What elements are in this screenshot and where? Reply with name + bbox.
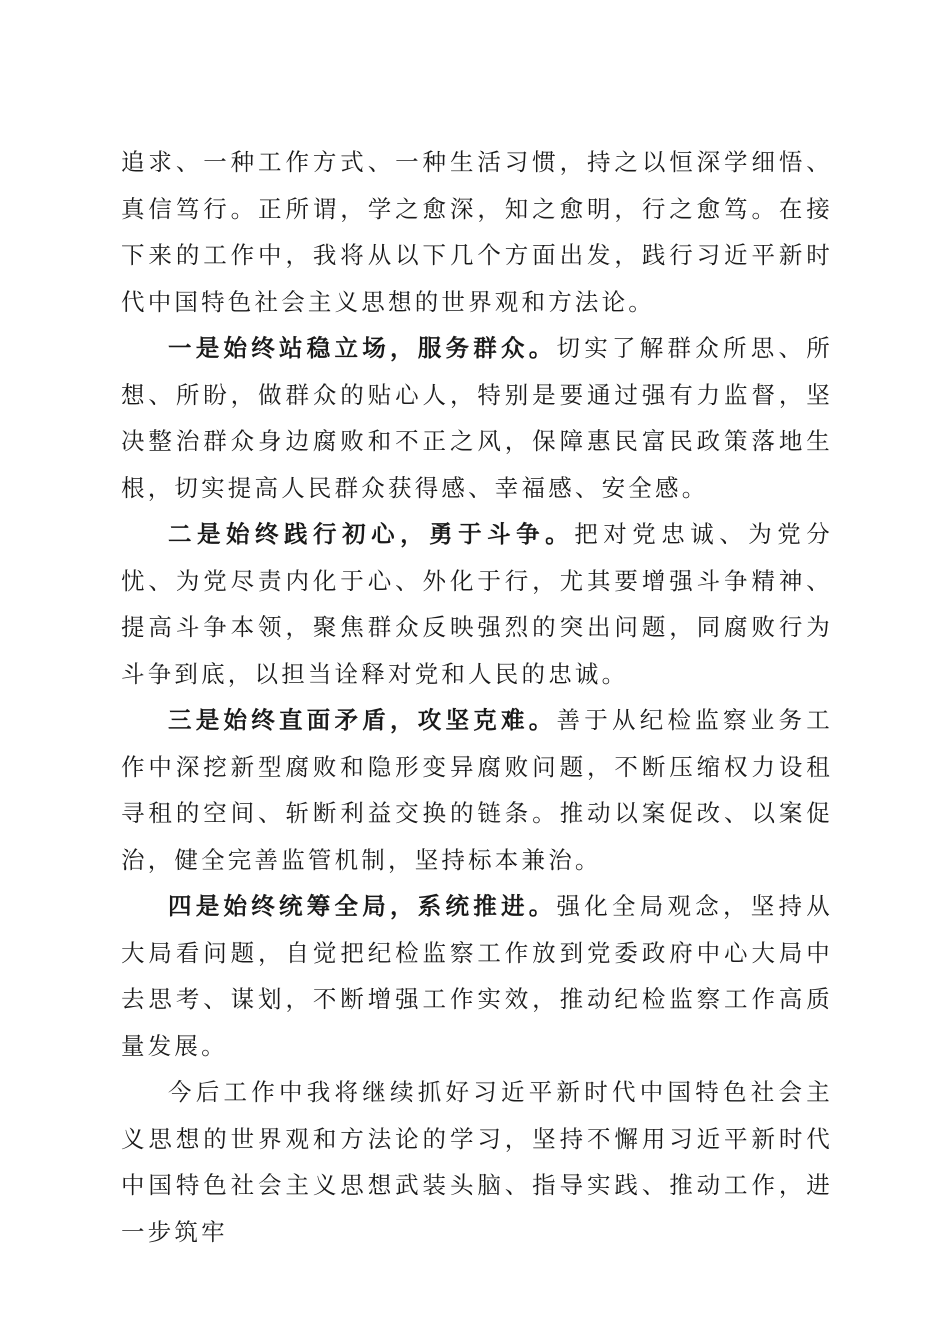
paragraph-continuation [121,139,833,325]
paragraph-closing [121,1069,833,1255]
paragraph-text: 切实了解群众所思、所想、所盼，做群众的贴心人，特别是要通过强有力监督，坚决整治群众身边腐败和不正之风，保障惠民富民政策落地生根，切实提高人民群众获得感、幸福感、安全感。 [121,334,833,502]
paragraph-lead-heading: 三是始终直面矛盾，攻坚克难。 [168,706,557,734]
paragraph-point-one [121,325,833,511]
paragraph-text: 追求、一种工作方式、一种生活习惯，持之以恒深学细悟、真信笃行。正所谓，学之愈深，知之愈明，行之愈笃。在接下来的工作中，我将从以下几个方面出发，践行习近平新时代中国特色社会主义思想的世界观和方法论。 [121,148,833,316]
paragraph-lead-heading: 一是始终站稳立场，服务群众。 [168,334,557,362]
paragraph-text: 把对党忠诚、为党分忧、为党尽责内化于心、外化于行，尤其要增强斗争精神、提高斗争本领，聚焦群众反映强烈的突出问题，同腐败行为斗争到底，以担当诠释对党和人民的忠诚。 [121,520,833,688]
paragraph-point-four [121,883,833,1069]
document-body [121,139,833,1255]
paragraph-lead-heading: 四是始终统筹全局，系统推进。 [168,892,557,920]
paragraph-lead-heading: 二是始终践行初心，勇于斗争。 [168,520,575,548]
paragraph-point-three [121,697,833,883]
paragraph-text: 强化全局观念，坚持从大局看问题，自觉把纪检监察工作放到党委政府中心大局中去思考、谋划，不断增强工作实效，推动纪检监察工作高质量发展。 [121,892,833,1060]
paragraph-point-two [121,511,833,697]
paragraph-text: 今后工作中我将继续抓好习近平新时代中国特色社会主义思想的世界观和方法论的学习，坚持不懈用习近平新时代中国特色社会主义思想武装头脑、指导实践、推动工作，进一步筑牢 [121,1078,833,1246]
paragraph-text: 善于从纪检监察业务工作中深挖新型腐败和隐形变异腐败问题，不断压缩权力设租寻租的空间、斩断利益交换的链条。推动以案促改、以案促治，健全完善监管机制，坚持标本兼治。 [121,706,833,874]
